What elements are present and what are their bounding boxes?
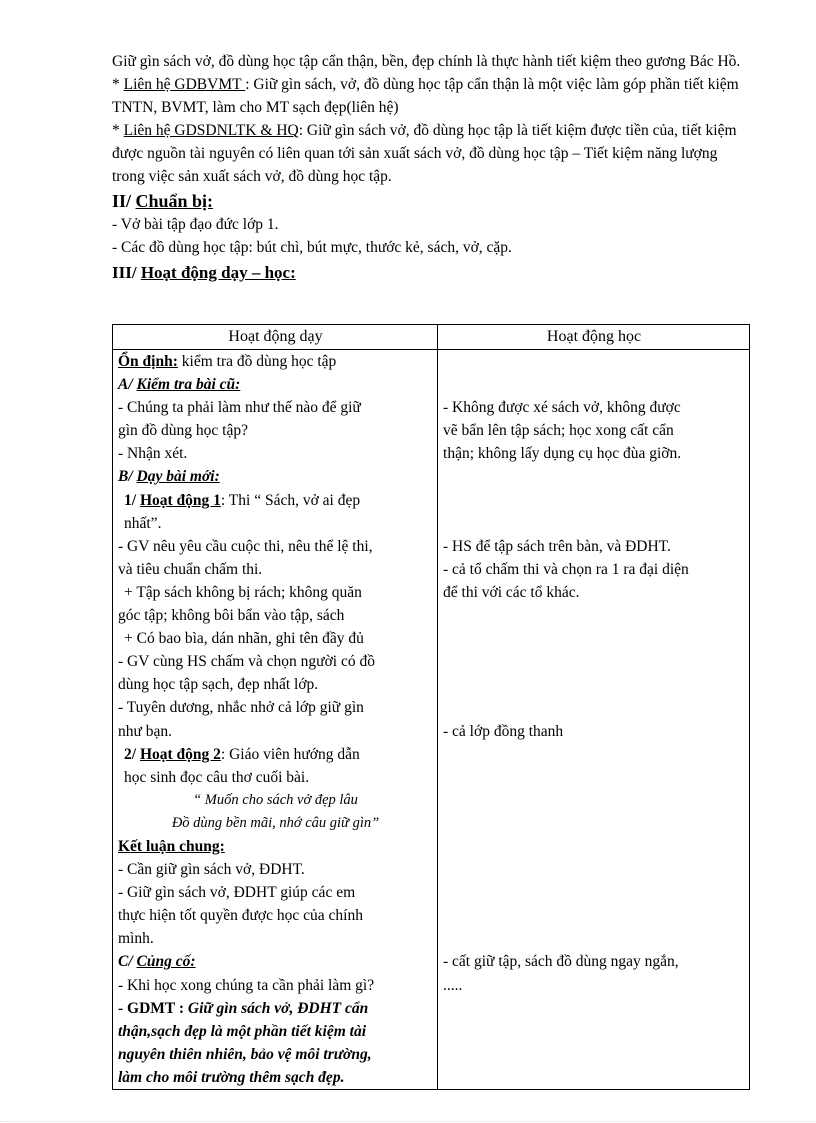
teaching-line: dùng học tập sạch, đẹp nhất lớp. bbox=[118, 676, 319, 694]
section-3-title: Hoạt động dạy – học: bbox=[140, 263, 296, 282]
spacer bbox=[443, 489, 745, 512]
section-b-heading bbox=[118, 465, 433, 488]
learning-line: ..... bbox=[443, 976, 463, 994]
gdmt-line: làm cho môi trường thêm sạch đẹp. bbox=[118, 1068, 345, 1086]
conclusion-line: thực hiện tốt quyền được học của chính bbox=[118, 907, 363, 925]
gdsdnltk-paragraph bbox=[112, 119, 752, 188]
gdmt-text: Giữ gìn sách vở, ĐDHT cẩn bbox=[187, 999, 369, 1017]
lesson-page bbox=[112, 50, 752, 284]
activity-2-prefix: 2/ bbox=[124, 745, 140, 763]
learning-line: thận; không lấy dụng cụ học đùa giỡn. bbox=[443, 445, 682, 463]
section-2-prefix: II/ bbox=[112, 191, 136, 211]
conclusion-heading: Kết luận chung: bbox=[118, 837, 225, 855]
learning-column bbox=[438, 350, 750, 1090]
spacer bbox=[443, 373, 745, 396]
section-b-title: Dạy bài mới: bbox=[136, 468, 220, 486]
teaching-line: - Khi học xong chúng ta cần phải làm gì? bbox=[118, 976, 375, 994]
section-3-heading bbox=[112, 261, 752, 284]
spacer bbox=[443, 766, 745, 789]
teaching-line: - Chúng ta phải làm như thế nào để giữ bbox=[118, 399, 361, 417]
teaching-column bbox=[113, 350, 438, 1090]
poem-line: Đồ dùng bền mãi, nhớ câu giữ gìn” bbox=[171, 814, 380, 831]
section-c-prefix: C/ bbox=[118, 953, 137, 971]
spacer bbox=[443, 350, 745, 373]
activity-1-label: Hoạt động 1 bbox=[139, 491, 221, 509]
criteria-line: + Có bao bìa, dán nhãn, ghi tên đầy đủ bbox=[124, 630, 364, 648]
conclusion-line: - Giữ gìn sách vở, ĐDHT giúp các em bbox=[118, 884, 356, 902]
gdsdnltk-text: : Giữ gìn sách vở, đồ dùng học tập là tiết kiệm được tiền của, tiết kiệm được nguồn tài nguyên có liên quan tới sản xuất sách vở, đồ dùng học tập – Tiết kiệm năng lượng trong việc sản xuất sách vở, đồ dùng học tập. bbox=[112, 122, 737, 185]
learning-line: - cất giữ tập, sách đồ dùng ngay ngắn, bbox=[443, 953, 679, 971]
section-a-prefix: A/ bbox=[118, 376, 137, 394]
conclusion-line: mình. bbox=[118, 930, 154, 948]
activity-2-line bbox=[118, 743, 433, 766]
learning-line: - HS để tập sách trên bàn, và ĐDHT. bbox=[443, 537, 671, 555]
spacer bbox=[443, 789, 745, 812]
spacer bbox=[443, 465, 745, 488]
spacer bbox=[443, 835, 745, 858]
table-header-row bbox=[113, 325, 750, 350]
section-c-title: Củng cố: bbox=[136, 953, 196, 971]
spacer bbox=[443, 812, 745, 835]
intro-paragraph: Giữ gìn sách vở, đồ dùng học tập cẩn thận, bền, đẹp chính là thực hành tiết kiệm theo gương Bác Hồ. bbox=[112, 53, 741, 70]
gdbvmt-star: * bbox=[112, 76, 124, 93]
spacer bbox=[443, 743, 745, 766]
learning-line: - cả lớp đồng thanh bbox=[443, 722, 564, 740]
teaching-line: - GV nêu yêu cầu cuộc thi, nêu thể lệ thi, bbox=[118, 537, 373, 555]
teaching-line: - GV cùng HS chấm và chọn người có đồ bbox=[118, 653, 375, 671]
page-bottom-divider bbox=[0, 1121, 816, 1122]
prep-item: - Vở bài tập đạo đức lớp 1. bbox=[112, 216, 279, 233]
gdbvmt-label: Liên hệ GDBVMT bbox=[123, 76, 246, 93]
gdmt-line bbox=[118, 997, 433, 1020]
section-2-heading bbox=[112, 190, 752, 213]
prep-item: - Các đồ dùng học tập: bút chì, bút mực, thước kẻ, sách, vở, cặp. bbox=[112, 239, 512, 256]
section-a-title: Kiểm tra bài cũ: bbox=[136, 376, 241, 394]
gdbvmt-paragraph bbox=[112, 73, 752, 119]
section-b-prefix: B/ bbox=[118, 468, 137, 486]
spacer bbox=[443, 673, 745, 696]
on-dinh-line bbox=[118, 350, 433, 373]
table-body-row bbox=[113, 350, 750, 1090]
teaching-line: và tiêu chuẩn chấm thi. bbox=[118, 560, 263, 578]
teaching-line: - Tuyên dương, nhắc nhở cả lớp giữ gìn bbox=[118, 699, 364, 717]
activity-2-label: Hoạt động 2 bbox=[139, 745, 221, 763]
activity-1-prefix: 1/ bbox=[124, 491, 140, 509]
learning-line: vẽ bẩn lên tập sách; học xong cất cẩn bbox=[443, 422, 674, 440]
spacer bbox=[443, 927, 745, 950]
poem-line: “ Muốn cho sách vở đẹp lâu bbox=[193, 791, 358, 808]
spacer bbox=[443, 604, 745, 627]
learning-line: - cả tổ chấm thi và chọn ra 1 ra đại diện bbox=[443, 560, 689, 578]
spacer bbox=[443, 904, 745, 927]
gdmt-line: nguyên thiên nhiên, bảo vệ môi trường, bbox=[118, 1045, 372, 1063]
criteria-line: + Tập sách không bị rách; không quăn bbox=[124, 583, 362, 601]
gdmt-line: thận,sạch đẹp là một phần tiết kiệm tài bbox=[118, 1022, 367, 1040]
gdbvmt-text: : Giữ gìn sách, vở, đồ dùng học tập cẩn thận là một việc làm góp phần tiết kiệm TNTN, BVMT, làm cho MT sạch đẹp(liên hệ) bbox=[112, 76, 739, 116]
section-a-heading bbox=[118, 373, 433, 396]
spacer bbox=[443, 627, 745, 650]
section-c-heading bbox=[118, 950, 433, 973]
criteria-line: góc tập; không bôi bẩn vào tập, sách bbox=[118, 607, 345, 625]
activity-1-text: : Thi “ Sách, vở ai đẹp bbox=[220, 491, 361, 509]
activity-table bbox=[112, 324, 750, 1090]
section-3-prefix: III/ bbox=[112, 263, 141, 282]
header-learning: Hoạt động học bbox=[438, 325, 750, 350]
spacer bbox=[443, 696, 745, 719]
gdsdnltk-label: Liên hệ GDSDNLTK & HQ bbox=[123, 122, 299, 139]
activity-1-line bbox=[118, 489, 433, 512]
activity-2-text: : Giáo viên hướng dẫn bbox=[220, 745, 360, 763]
learning-line: - Không được xé sách vở, không được bbox=[443, 399, 681, 417]
gdmt-label: - GDMT : bbox=[118, 999, 188, 1017]
conclusion-line: - Cần giữ gìn sách vở, ĐDHT. bbox=[118, 861, 305, 879]
section-2-title: Chuẩn bị: bbox=[135, 191, 214, 211]
learning-line: để thi với các tổ khác. bbox=[443, 583, 580, 601]
spacer bbox=[443, 512, 745, 535]
teaching-line: như bạn. bbox=[118, 722, 173, 740]
header-teaching: Hoạt động dạy bbox=[113, 325, 438, 350]
teaching-line: gìn đồ dùng học tập? bbox=[118, 422, 249, 440]
teaching-line: học sinh đọc câu thơ cuối bài. bbox=[124, 768, 310, 786]
teaching-line: nhất”. bbox=[124, 514, 162, 532]
teaching-line: - Nhận xét. bbox=[118, 445, 188, 463]
on-dinh-label: Ổn định: bbox=[118, 353, 178, 370]
spacer bbox=[443, 881, 745, 904]
spacer bbox=[443, 650, 745, 673]
spacer bbox=[443, 858, 745, 881]
on-dinh-text: kiểm tra đồ dùng học tập bbox=[177, 353, 337, 370]
gdsdnltk-star: * bbox=[112, 122, 124, 139]
